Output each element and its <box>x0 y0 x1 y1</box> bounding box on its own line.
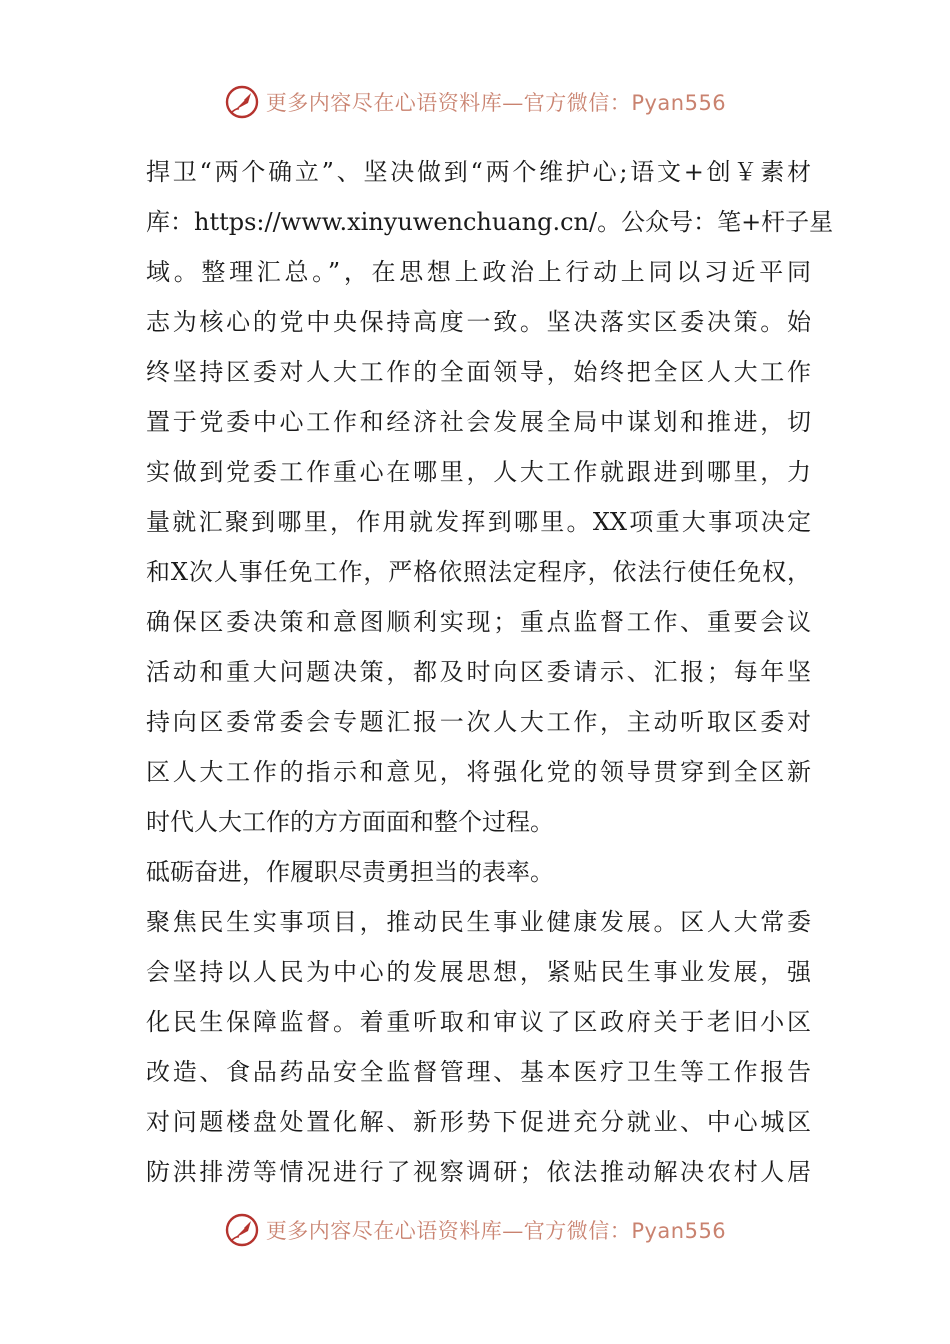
section-heading: 砥砺奋进，作履职尽责勇担当的表率。 <box>146 858 554 886</box>
footer-banner-handle: Pyan556 <box>631 1219 727 1243</box>
header-banner-handle: Pyan556 <box>631 91 727 115</box>
text-line: 区人大工作的指示和意见，将强化党的领导贯穿到全区新 <box>146 758 811 786</box>
quill-logo-icon <box>224 1212 260 1248</box>
quill-logo-icon <box>224 84 260 120</box>
text-line: 聚焦民生实事项目，推动民生事业健康发展。区人大常委 <box>146 908 811 936</box>
footer-banner <box>0 1210 950 1250</box>
text-line: 确保区委决策和意图顺利实现；重点监督工作、重要会议 <box>146 608 811 636</box>
header-banner <box>0 82 950 122</box>
body-text <box>146 147 834 1197</box>
text-line: 志为核心的党中央保持高度一致。坚决落实区委决策。始 <box>146 308 811 336</box>
text-line: 捍卫“两个确立”、坚决做到“两个维护心;语文+创￥素材 <box>146 158 811 186</box>
text-line: 和X次人事任免工作，严格依照法定程序，依法行使任免权， <box>146 558 811 586</box>
footer-banner-text <box>266 1215 726 1245</box>
text-line: 会坚持以人民为中心的发展思想，紧贴民生事业发展，强 <box>146 958 811 986</box>
text-line: 持向区委常委会专题汇报一次人大工作，主动听取区委对 <box>146 708 811 736</box>
text-line: 防洪排涝等情况进行了视察调研；依法推动解决农村人居 <box>146 1158 811 1186</box>
text-line: 置于党委中心工作和经济社会发展全局中谋划和推进，切 <box>146 408 811 436</box>
text-line: 对问题楼盘处置化解、新形势下促进充分就业、中心城区 <box>146 1108 811 1136</box>
text-line: 终坚持区委对人大工作的全面领导，始终把全区人大工作 <box>146 358 811 386</box>
text-line: 化民生保障监督。着重听取和审议了区政府关于老旧小区 <box>146 1008 811 1036</box>
text-line: 量就汇聚到哪里，作用就发挥到哪里。XX项重大事项决定 <box>146 508 811 536</box>
text-line: 实做到党委工作重心在哪里，人大工作就跟进到哪里，力 <box>146 458 811 486</box>
text-line: 域。整理汇总。”，在思想上政治上行动上同以习近平同 <box>146 258 811 286</box>
text-line: 活动和重大问题决策，都及时向区委请示、汇报；每年坚 <box>146 658 811 686</box>
footer-banner-label: 更多内容尽在心语资料库—官方微信： <box>265 1219 632 1243</box>
text-line: 库：https://www.xinyuwenchuang.cn/。公众号：笔+杆子星 <box>146 208 834 236</box>
header-banner-text <box>266 87 726 117</box>
text-line: 时代人大工作的方方面面和整个过程。 <box>146 808 554 836</box>
text-line: 改造、食品药品安全监督管理、基本医疗卫生等工作报告 <box>146 1058 811 1086</box>
header-banner-label: 更多内容尽在心语资料库—官方微信： <box>265 91 632 115</box>
